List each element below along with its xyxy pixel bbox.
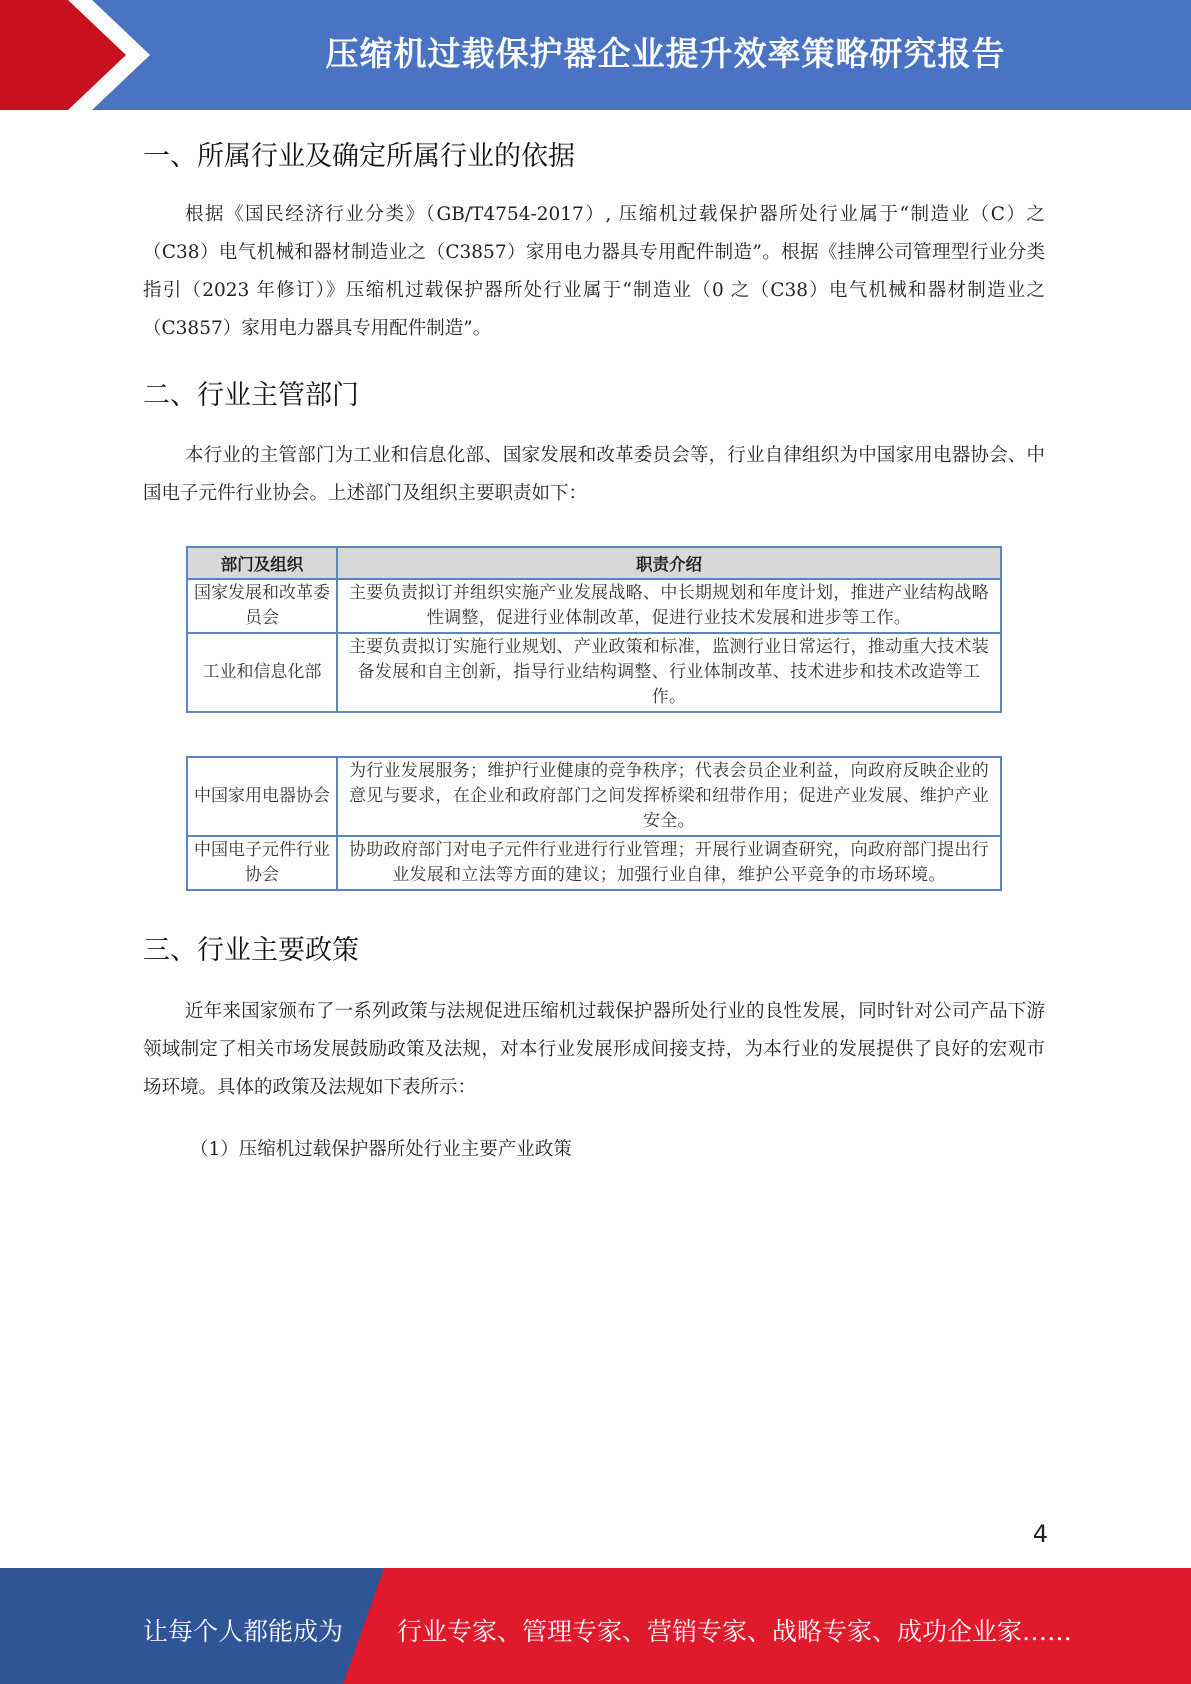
- section-heading-policy: 三、行业主要政策: [143, 935, 359, 966]
- policy-subheading: （1）压缩机过载保护器所处行业主要产业政策: [190, 1139, 572, 1160]
- table-row: [187, 836, 1001, 890]
- footer-banner: [0, 1568, 1191, 1684]
- footer-slogan-right: 行业专家、管理专家、营销专家、战略专家、成功企业家……: [397, 1617, 1073, 1646]
- header-banner: [0, 0, 1191, 110]
- section-paragraph-policy: 近年来国家颁布了一系列政策与法规促进压缩机过载保护器所处行业的良性发展，同时针对公司产品下游领域制定了相关市场发展鼓励政策及法规，对本行业发展形成间接支持，为本行业的发展提供了良好的宏观市场环境。具体的政策及法规如下表所示：: [143, 1001, 1045, 1098]
- org-duty: 主要负责拟订并组织实施产业发展战略、中长期规划和年度计划，推进产业结构战略性调整，促进行业体制改革，促进行业技术发展和进步等工作。: [337, 579, 1001, 633]
- org-name: 中国电子元件行业协会: [187, 836, 337, 890]
- section-heading-authority: 二、行业主管部门: [143, 380, 359, 411]
- org-name: 国家发展和改革委员会: [187, 579, 337, 633]
- column-header-org: 部门及组织: [187, 547, 337, 579]
- org-duty: 协助政府部门对电子元件行业进行行业管理；开展行业调查研究，向政府部门提出行业发展和立法等方面的建议；加强行业自律，维护公平竞争的市场环境。: [337, 836, 1001, 890]
- table-row: [187, 579, 1001, 633]
- section-paragraph-authority: 本行业的主管部门为工业和信息化部、国家发展和改革委员会等，行业自律组织为中国家用电器协会、中国电子元件行业协会。上述部门及组织主要职责如下：: [143, 445, 1045, 504]
- org-name: 工业和信息化部: [187, 633, 337, 712]
- table-row: [187, 757, 1001, 836]
- org-name: 中国家用电器协会: [187, 757, 337, 836]
- table-header-row: [187, 547, 1001, 579]
- org-duty: 为行业发展服务；维护行业健康的竞争秩序；代表会员企业利益，向政府反映企业的意见与要求，在企业和政府部门之间发挥桥梁和纽带作用；促进产业发展、维护产业安全。: [337, 757, 1001, 836]
- authority-table-part1: [186, 546, 1002, 713]
- section-paragraph-industry: 根据《国民经济行业分类》（GB/T4754-2017）, 压缩机过载保护器所处行业属于“制造业（C）之（C38）电气机械和器材制造业之（C3857）家用电力器具专用配件制造”。根据《挂牌公司管理型行业分类指引（2023 年修订）》压缩机过载保护器所处行业属于“制造业（0 之（C38）电气机械和器材制造业之（C3857）家用电力器具专用配件制造”。: [143, 204, 1045, 339]
- footer-slogan-left: 让每个人都能成为: [143, 1617, 344, 1646]
- table-row: [187, 633, 1001, 712]
- section-heading-industry: 一、所属行业及确定所属行业的依据: [143, 141, 575, 172]
- report-title: 压缩机过载保护器企业提升效率策略研究报告: [325, 34, 1006, 73]
- org-duty: 主要负责拟订实施行业规划、产业政策和标准，监测行业日常运行，推动重大技术装备发展和自主创新，指导行业结构调整、行业体制改革、技术进步和技术改造等工作。: [337, 633, 1001, 712]
- column-header-duty: 职责介绍: [337, 547, 1001, 579]
- page-number: 4: [1032, 1520, 1048, 1548]
- authority-table-part2: [186, 756, 1002, 891]
